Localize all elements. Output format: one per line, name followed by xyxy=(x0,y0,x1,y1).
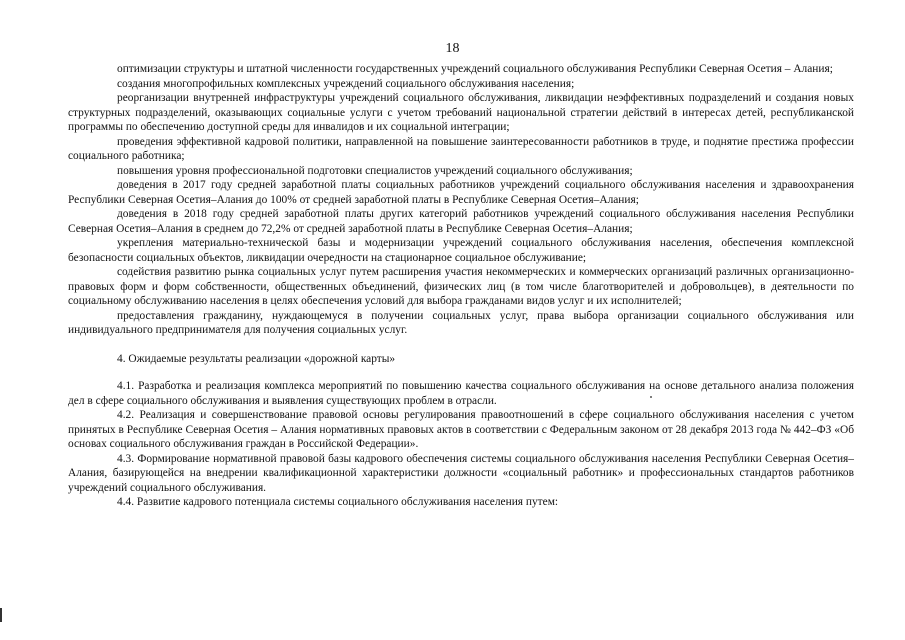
paragraph: повышения уровня профессиональной подготовки специалистов учреждений социального обслуживания; xyxy=(117,164,633,177)
paragraph: укрепления материально-технической базы и модернизации учреждений социального обслуживания населения, обеспечения комплексной безопасности социальных объектов, ликвидации очередности на стационарное социальное обслуживание; xyxy=(68,237,854,264)
scan-margin-mark xyxy=(0,608,2,622)
paragraph: 4.4. Развитие кадрового потенциала системы социального обслуживания населения путем: xyxy=(117,496,559,508)
section-heading: 4. Ожидаемые результаты реализации «дорожной карты» xyxy=(117,352,396,365)
paragraph: 4.2. Реализация и совершенствование правовой основы регулирования правоотношений в сфере социального обслуживания населения с учетом принятых в Республике Северная Осетия – Алания нормативных правовых актов в соответствии с Федеральным законом от 28 декабря 2013 года № 442–ФЗ «Об основах социального обслуживания граждан в Российской Федерации». xyxy=(68,409,854,450)
scan-speck xyxy=(650,396,652,398)
document-body xyxy=(68,62,854,510)
paragraph: 4.1. Разработка и реализация комплекса мероприятий по повышению качества социального обслуживания на основе детального анализа положения дел в сфере социального обслуживания и выявления существующих проблем в отрасли. xyxy=(68,380,854,407)
page-number: 18 xyxy=(445,41,460,56)
paragraph: проведения эффективной кадровой политики, направленной на повышение заинтересованности работников в труде, и поднятие престижа профессии социального работника; xyxy=(68,135,854,162)
spacer xyxy=(68,366,854,379)
paragraph: реорганизации внутренней инфраструктуры учреждений социального обслуживания, ликвидации неэффективных подразделений и создания новых структурных подразделений, оказывающих социальные услуги с учетом требований национальной стратегии действий в интересах детей, республиканской программы по обеспечению доступной среды для инвалидов и их социальной интеграции; xyxy=(68,92,854,133)
spacer xyxy=(68,338,854,352)
paragraph: предоставления гражданину, нуждающемуся в получении социальных услуг, права выбора организации социального обслуживания или индивидуального предпринимателя для получения социальных услуг. xyxy=(68,309,854,336)
paragraph: доведения в 2018 году средней заработной платы других категорий работников учреждений социального обслуживания населения Республики Северная Осетия–Алания в среднем до 72,2% от средней заработной платы в Республике Северная Осетия–Алания; xyxy=(68,208,854,235)
paragraph: доведения в 2017 году средней заработной платы социальных работников учреждений социального обслуживания населения и здравоохранения Республики Северная Осетия–Алания до 100% от средней заработной платы в Республике Северная Осетия–Алания; xyxy=(68,179,854,206)
paragraph: содействия развитию рынка социальных услуг путем расширения участия некоммерческих и коммерческих организаций различных организационно-правовых форм и форм собственности, общественных объединений, физических лиц (в том числе благотворителей и добровольцев), в деятельности по социальному обслуживанию населения в целях обеспечения условий для выбора гражданами видов услуг и их исполнителей; xyxy=(68,266,854,307)
paragraph: 4.3. Формирование нормативной правовой базы кадрового обеспечения системы социального обслуживания населения Республики Северная Осетия–Алания, базирующейся на внедрении квалификационной характеристики должности «социальный работник» и профессиональных стандартов работников учреждений социального обслуживания. xyxy=(68,452,854,494)
paragraph: оптимизации структуры и штатной численности государственных учреждений социального обслуживания Республики Северная Осетия – Алания; xyxy=(117,63,833,75)
paragraph: создания многопрофильных комплексных учреждений социального обслуживания населения; xyxy=(117,77,575,90)
